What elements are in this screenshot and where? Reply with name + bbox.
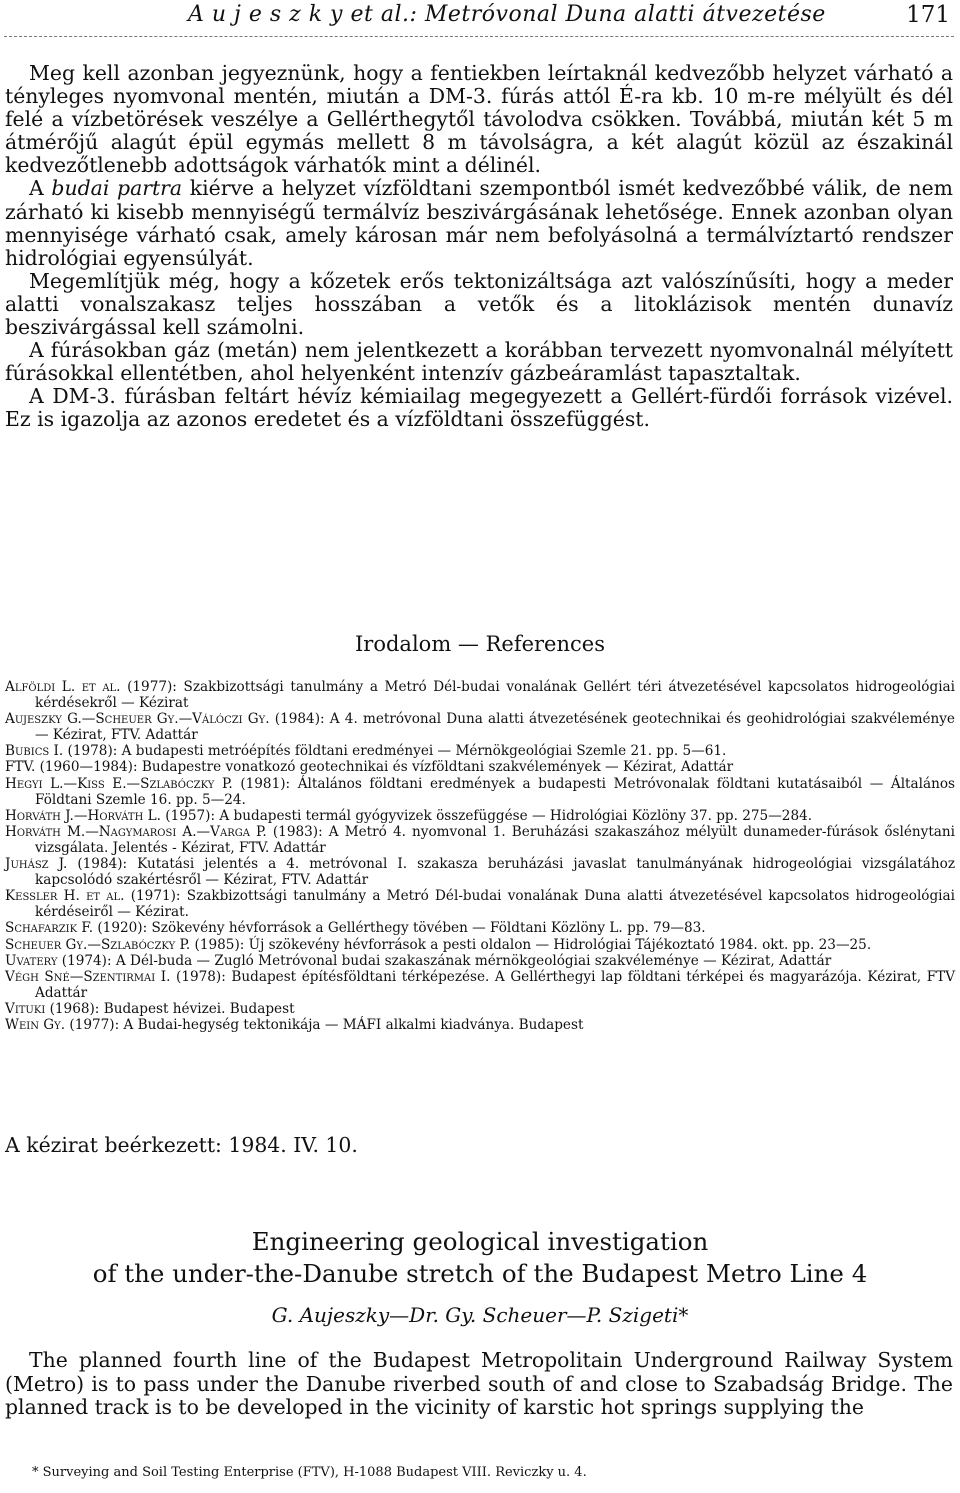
abstract-paragraph: The planned fourth line of the Budapest Metropolitain Underground Railway System (Metro) is to pass under the Danube riverbed south of and close to Szabadság Bridge. The planned track is to be developed in the vicinity of karstic hot springs supplying the bbox=[5, 1348, 953, 1419]
body-text bbox=[5, 62, 953, 432]
reference-item: Juhász J. (1984): Kutatási jelentés a 4. metróvonal I. szakasza beruházási javaslat tanulmányának hidrogeológiai vizsgálatához kapcsolódó szakértésről — Kézirat, FTV. Adattár bbox=[5, 856, 955, 889]
paragraph: A DM-3. fúrásban feltárt hévíz kémiailag megegyezett a Gellért-fürdői források vizével. Ez is igazolja az azonos eredetet és a vízföldtani összefüggést. bbox=[5, 384, 953, 432]
reference-item: Végh Sné—Szentirmai I. (1978): Budapest építésföldtani térképezése. A Gellérthegyi lap földtani térképei és magyarázója. Kézirat, FTV Adattár bbox=[5, 968, 956, 1001]
reference-item: Kessler H. et al. (1971): Szakbizottsági tanulmány a Metró Dél-budai vonalának Duna alatti átvezetésével kapcsolatos hidrogeológiai kérdéseiről — Kézirat. bbox=[5, 888, 955, 921]
paragraph: A budai partra kiérve a helyzet vízföldtani szempontból ismét kedvezőbbé válik, de nem zárható ki kisebb mennyiségű termálvíz beszivárgásának lehetősége. Ennek azonban olyan mennyisége várható csak, amely károsan már nem befolyásolná a termálvíztartó rendszer hidrológiai egyensúlyát. bbox=[5, 176, 953, 270]
references-heading: Irodalom — References bbox=[355, 632, 605, 656]
received-date: A kézirat beérkezett: 1984. IV. 10. bbox=[5, 1133, 358, 1157]
reference-item: Horváth M.—Nagymarosi A.—Varga P. (1983): A Metró 4. nyomvonal 1. Beruházási szakaszához mélyült dunameder-fúrások őslénytani vizsgálata. Jelentés - Kézirat, FTV. Adattár bbox=[5, 823, 955, 856]
emphasis: budai partra bbox=[51, 176, 183, 201]
reference-item: Scheuer Gy.—Szlabóczky P. (1985): Új szökevény hévforrások a pesti oldalon — Hidrológiai Tájékoztató 1984. okt. pp. 23—25. bbox=[5, 936, 872, 953]
footnote: * Surveying and Soil Testing Enterprise (FTV), H-1088 Budapest VIII. Reviczky u. 4. bbox=[32, 1465, 587, 1480]
reference-item: Vituki (1968): Budapest hévizei. Budapest bbox=[5, 1000, 295, 1017]
reference-item: Horváth J.—Horváth L. (1957): A budapesti termál gyógyvizek összefüggése — Hidrológiai Közlöny 37. pp. 275—284. bbox=[5, 807, 813, 824]
english-title-line: Engineering geological investigation bbox=[251, 1227, 709, 1256]
reference-list bbox=[5, 679, 955, 1033]
paragraph: Megemlítjük még, hogy a kőzetek erős tektonizáltsága azt valószínűsíti, hogy a meder alatti vonalszakasz teljes hosszában a vetők és a litoklázisok mentén dunavíz beszivárgással kell számolni. bbox=[5, 268, 953, 340]
paragraph: Meg kell azonban jegyeznünk, hogy a fentiekben leírtaknál kedvezőbb helyzet várható a tényleges nyomvonal mentén, miután a DM-3. fúrás attól É-ra kb. 10 m-re mélyült és dél felé a vízbetörések veszélye a Gellérthegytől távolodva csökken. Továbbá, miután két 5 m átmérőjű alagút épül egymás mellett 8 m távolságra, a két alagút közül az északinál kedvezőtlenebb adottságok várhatók mint a délinél. bbox=[5, 61, 953, 178]
reference-item: Schafarzik F. (1920): Szökevény hévforrások a Gellérthegy tövében — Földtani Közlöny L. pp. 79—83. bbox=[5, 920, 706, 937]
page-number: 171 bbox=[906, 2, 950, 28]
paragraph: A fúrásokban gáz (metán) nem jelentkezett a korábban tervezett nyomvonalnál mélyített fúrásokkal ellentétben, ahol helyenként intenzív gázbeáramlást tapasztaltak. bbox=[5, 338, 953, 386]
english-abstract bbox=[5, 1349, 953, 1420]
reference-item: Hegyi L.—Kiss E.—Szlabóczky P. (1981): Általános földtani eredmények a budapesti Metróvonalak földtani kutatásaiból — Általános Földtani Szemle 16. pp. 5—24. bbox=[5, 775, 955, 808]
header-rule bbox=[4, 36, 954, 37]
running-title: A u j e s z k y et al.: Metróvonal Duna alatti átvezetése bbox=[188, 2, 826, 27]
running-header bbox=[4, 2, 954, 32]
english-title bbox=[0, 1226, 960, 1290]
reference-item: Uvatery (1974): A Dél-buda — Zugló Metróvonal budai szakaszának mérnökgeológiai szakvéleménye — Kézirat, Adattár bbox=[5, 952, 832, 969]
english-authors: G. Aujeszky—Dr. Gy. Scheuer—P. Szigeti* bbox=[271, 1303, 689, 1327]
reference-item: FTV. (1960—1984): Budapestre vonatkozó geotechnikai és vízföldtani szakvélemények — Kézirat, Adattár bbox=[5, 759, 734, 776]
reference-item: Bubics I. (1978): A budapesti metróépítés földtani eredményei — Mérnökgeológiai Szemle 21. pp. 5—61. bbox=[5, 743, 727, 760]
reference-item: Aujeszky G.—Scheuer Gy.—Válóczi Gy. (1984): A 4. metróvonal Duna alatti átvezetésének geotechnikai és geohidrológiai szakvéleménye — Kézirat, FTV. Adattár bbox=[5, 711, 955, 744]
reference-item: Wein Gy. (1977): A Budai-hegység tektonikája — MÁFI alkalmi kiadványa. Budapest bbox=[5, 1016, 584, 1033]
reference-item: Alföldi L. et al. (1977): Szakbizottsági tanulmány a Metró Dél-budai vonalának Gellért téri átvezetésével kapcsolatos hidrogeológiai kérdésekről — Kézirat bbox=[5, 679, 955, 712]
english-title-line: of the under-the-Danube stretch of the Budapest Metro Line 4 bbox=[92, 1259, 868, 1288]
